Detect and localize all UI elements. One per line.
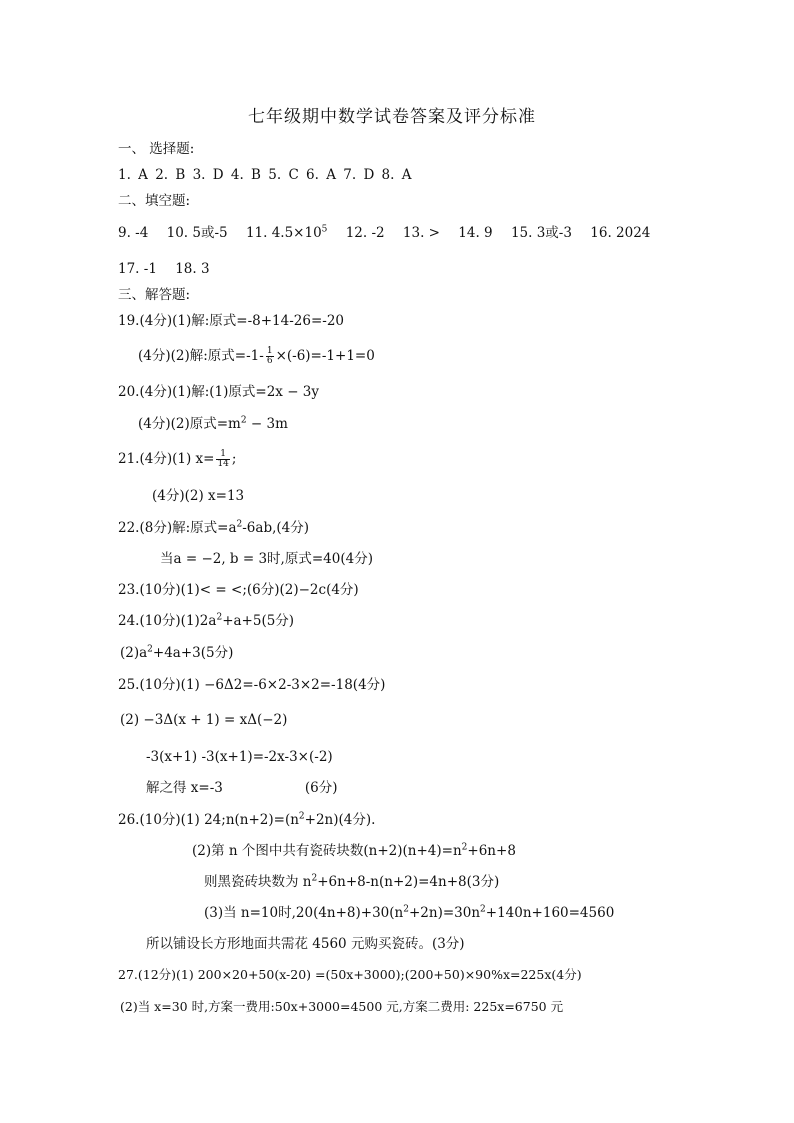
q24-exponent-1: 2 bbox=[216, 612, 223, 623]
answer-16: 16. 2024 bbox=[590, 225, 651, 241]
q19-line-1: 19.(4分)(1)解:原式=-8+14-26=-20 bbox=[118, 313, 345, 329]
q22-line-1 bbox=[118, 519, 309, 537]
q26-exponent-4a: 2 bbox=[403, 904, 409, 915]
q22-line-1-text: 22.(8分)解:原式=a bbox=[118, 520, 237, 536]
q26-exponent-3: 2 bbox=[311, 873, 318, 884]
fill-answers-row-1 bbox=[118, 224, 650, 242]
q26-line-3 bbox=[204, 873, 499, 891]
answer-10: 10. 5或-5 bbox=[166, 225, 228, 241]
q24-line-2-text: (2)a bbox=[120, 645, 148, 661]
answer-12: 12. -2 bbox=[345, 225, 385, 241]
section-choice-heading: 一、 选择题: bbox=[118, 141, 195, 157]
fraction-numerator: 1 bbox=[266, 346, 273, 356]
q26-line-2-tail: +6n+8 bbox=[467, 843, 516, 859]
q22-line-1-tail: -6ab,(4分) bbox=[242, 520, 310, 536]
q22-exponent: 2 bbox=[236, 519, 243, 530]
section-solve-heading: 三、解答题: bbox=[118, 287, 191, 303]
answer-13: 13. > bbox=[402, 225, 440, 241]
q25-line-2: (2) −3Δ(x + 1) = xΔ(−2) bbox=[120, 712, 288, 728]
q21-line-1-tail: ; bbox=[231, 451, 237, 467]
q26-line-5: 所以铺设长方形地面共需花 4560 元购买瓷砖。(3分) bbox=[146, 936, 465, 952]
q25-score: (6分) bbox=[304, 780, 338, 796]
q27-line-2: (2)当 x=30 时,方案一费用:50x+3000=4500 元,方案二费用: 225x=6750 元 bbox=[120, 999, 564, 1014]
q26-line-4-mid: +2n)=30n bbox=[408, 905, 481, 921]
q25-line-4 bbox=[146, 779, 338, 797]
q25-line-3: -3(x+1) -3(x+1)=-2x-3×(-2) bbox=[146, 749, 333, 765]
answer-11 bbox=[246, 225, 327, 241]
fraction-numerator: 1 bbox=[216, 450, 229, 460]
fraction-denominator: 6 bbox=[266, 356, 273, 366]
q22-line-2: 当a = −2, b = 3时,原式=40(4分) bbox=[160, 551, 373, 567]
q21-line-1-text: 21.(4分)(1) x= bbox=[118, 451, 215, 467]
answer-9: 9. -4 bbox=[118, 225, 149, 241]
q26-line-1 bbox=[118, 811, 375, 829]
fill-answers-row-2 bbox=[118, 260, 210, 278]
page-title: 七年级期中数学试卷答案及评分标准 bbox=[248, 107, 536, 127]
choice-answers: 1. A 2. B 3. D 4. B 5. C 6. A 7. D 8. A bbox=[118, 167, 412, 183]
q26-exponent-1: 2 bbox=[298, 811, 305, 822]
q24-exponent-2: 2 bbox=[147, 644, 153, 655]
q26-exponent-4b: 2 bbox=[480, 904, 486, 915]
fraction-denominator: 14 bbox=[217, 459, 229, 469]
q26-line-3-text: 则黑瓷砖块数为 n bbox=[204, 874, 312, 890]
answer-18: 18. 3 bbox=[175, 261, 210, 277]
q26-line-4-text: (3)当 n=10时,20(4n+8)+30(n bbox=[204, 905, 404, 921]
q26-line-3-tail: +6n+8-n(n+2)=4n+8(3分) bbox=[317, 874, 500, 890]
q26-line-4 bbox=[204, 904, 614, 922]
q19-line-2-text: (4分)(2)解:原式=-1- bbox=[138, 348, 264, 364]
q20-line-2 bbox=[138, 415, 288, 433]
answer-15: 15. 3或-3 bbox=[510, 225, 572, 241]
q19-fraction bbox=[266, 347, 274, 366]
q23-line: 23.(10分)(1)< = <;(6分)(2)−2c(4分) bbox=[118, 582, 359, 598]
q19-line-2 bbox=[138, 347, 375, 366]
q24-line-2-tail: +4a+3(5分) bbox=[152, 645, 234, 661]
q20-line-2-text: (4分)(2)原式=m bbox=[138, 416, 241, 432]
q21-line-1 bbox=[118, 450, 236, 469]
q26-exponent-2: 2 bbox=[461, 842, 468, 853]
section-fill-heading: 二、填空题: bbox=[118, 193, 191, 209]
q24-line-1-tail: +a+5(5分) bbox=[222, 613, 295, 629]
answer-17: 17. -1 bbox=[118, 261, 157, 277]
q25-solution-text: 解之得 x=-3 bbox=[146, 780, 223, 796]
q24-line-1-text: 24.(10分)(1)2a bbox=[118, 613, 217, 629]
answer-14: 14. 9 bbox=[458, 225, 493, 241]
q26-line-4-tail: +140n+160=4560 bbox=[485, 905, 615, 921]
q21-line-2: (4分)(2) x=13 bbox=[152, 488, 245, 504]
q26-line-1-text: 26.(10分)(1) 24;n(n+2)=(n bbox=[118, 812, 299, 828]
q26-line-1-tail: +2n)(4分). bbox=[304, 812, 376, 828]
q25-line-1: 25.(10分)(1) −6Δ2=-6×2-3×2=-18(4分) bbox=[118, 677, 386, 693]
q20-exponent: 2 bbox=[240, 415, 247, 426]
q20-line-2-tail: − 3m bbox=[246, 416, 288, 432]
q19-line-2-tail: ×(-6)=-1+1=0 bbox=[275, 348, 375, 364]
q27-line-1: 27.(12分)(1) 200×20+50(x-20) =(50x+3000);(200+50)×90%x=225x(4分) bbox=[118, 967, 582, 982]
q24-line-1 bbox=[118, 612, 294, 630]
q21-fraction bbox=[216, 450, 229, 469]
q20-line-1: 20.(4分)(1)解:(1)原式=2x − 3y bbox=[118, 384, 320, 400]
q26-line-2-text: (2)第 n 个图中共有瓷砖块数(n+2)(n+4)=n bbox=[192, 843, 462, 859]
answer-11-exponent: 5 bbox=[321, 224, 328, 235]
q24-line-2 bbox=[120, 644, 233, 662]
q26-line-2 bbox=[192, 842, 516, 860]
answer-11-base: 11. 4.5×10 bbox=[245, 225, 322, 241]
